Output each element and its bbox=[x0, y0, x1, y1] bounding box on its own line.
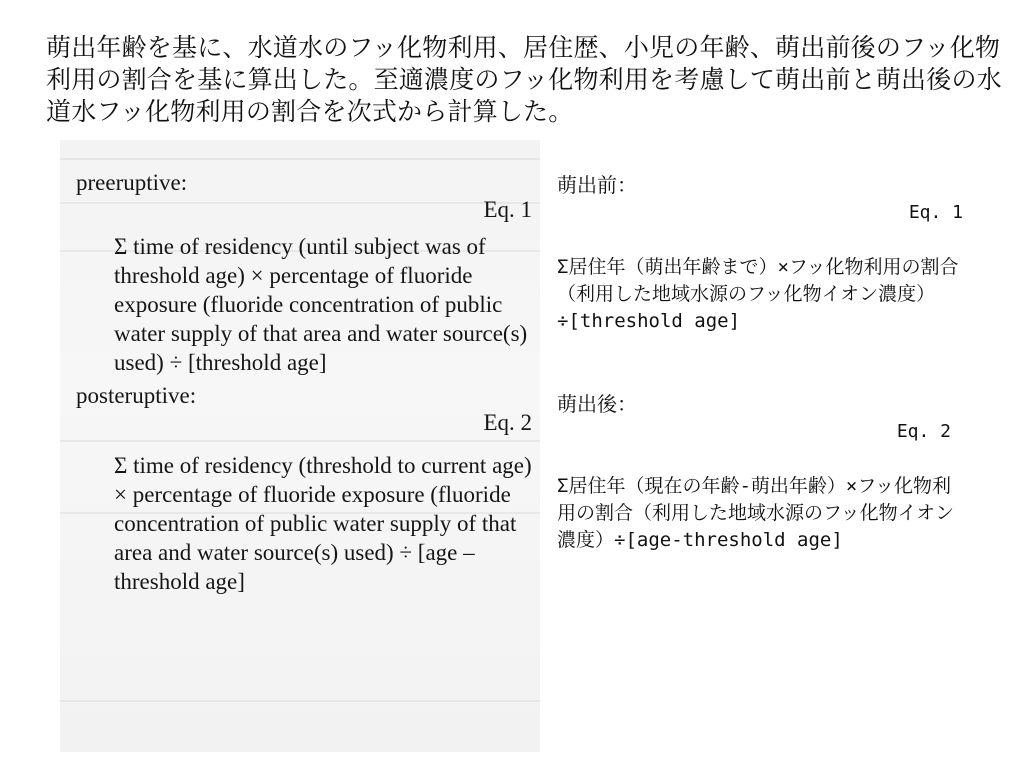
pre-label: 萌出前： bbox=[557, 173, 637, 197]
pre-formula-ja: Σ居住年（萌出年齢まで）×フッ化物利用の割合（利用した地域水源のフッ化物イオン濃度）÷[threshold age] bbox=[557, 256, 959, 332]
posteruptive-formula: Σ time of residency (threshold to current age) × percentage of fluoride exposure (fluoride concentration of public water supply of that area and water source(s) used) ÷ [age – threshold age] bbox=[114, 453, 532, 594]
posteruptive-heading: posteruptive: bbox=[76, 383, 197, 408]
post-label: 萌出後： bbox=[557, 392, 637, 416]
intro-paragraph: 萌出年齢を基に、水道水のフッ化物利用、居住歴、小児の年齢、萌出前後のフッ化物利用の割合を基に算出した。至適濃度のフッ化物利用を考慮して萌出前と萌出後の水道水フッ化物利用の割合を次式から計算した。 bbox=[46, 33, 1002, 126]
preeruptive-heading: preeruptive: bbox=[76, 170, 188, 195]
post-formula-ja: Σ居住年（現在の年齢-萌出年齢）×フッ化物利用の割合（利用した地域水源のフッ化物イオン濃度）÷[age-threshold age] bbox=[557, 475, 955, 551]
scanned-excerpt bbox=[60, 140, 540, 752]
preeruptive-formula: Σ time of residency (until subject was of threshold age) × percentage of fluoride exposure (fluoride concentration of public water supply of that area and water source(s) used) ÷ [threshold age] bbox=[114, 234, 528, 375]
scan-eq1-label: Eq. 1 bbox=[483, 197, 532, 222]
translation-eq2-label: Eq. 2 bbox=[896, 421, 951, 442]
japanese-translation bbox=[557, 172, 977, 554]
scan-eq2-label: Eq. 2 bbox=[483, 410, 532, 435]
translation-eq1-label: Eq. 1 bbox=[908, 202, 963, 223]
